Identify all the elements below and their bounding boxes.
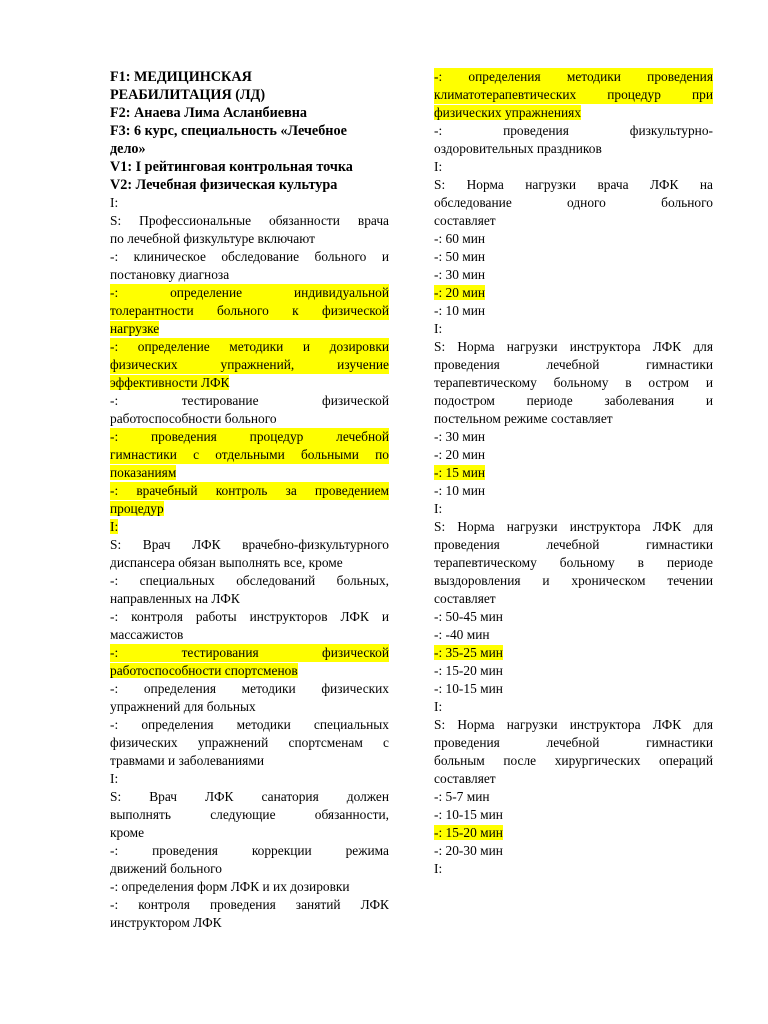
answer-option-correct: физических упражнениях <box>434 105 582 120</box>
answer-option: работоспособности больного <box>110 411 277 426</box>
answer-option: -: 10-15 мин <box>434 807 503 822</box>
answer-option: направленных на ЛФК <box>110 591 240 606</box>
answer-option: -: 10 мин <box>434 483 486 498</box>
answer-option: -: 10 мин <box>434 303 486 318</box>
answer-option: -: проведения физкультурно- <box>434 123 713 138</box>
answer-option: -: определения форм ЛФК и их дозировки <box>110 879 350 894</box>
header-f1: РЕАБИЛИТАЦИЯ (ЛД) <box>110 87 266 103</box>
question-text: проведения лечебной гимнастики <box>434 735 713 750</box>
answer-option: -: клиническое обследование больного и <box>110 249 389 264</box>
answer-option-correct: -: 15-20 мин <box>434 825 503 840</box>
answer-option-correct: нагрузке <box>110 321 160 336</box>
answer-option: -: 15-20 мин <box>434 663 503 678</box>
question-text: диспансера обязан выполнять все, кроме <box>110 555 343 570</box>
answer-option: -: тестирование физической <box>110 393 389 408</box>
answer-option: -: контроля работы инструкторов ЛФК и <box>110 609 389 624</box>
question-marker: I: <box>434 501 443 516</box>
right-column <box>434 68 713 878</box>
answer-option-correct: физических упражнений, изучение <box>110 357 389 372</box>
header-f3: F3: 6 курс, специальность «Лечебное <box>110 123 347 139</box>
question-text: постельном режиме составляет <box>434 411 613 426</box>
question-text: обследование одного больного <box>434 195 713 210</box>
question-text: выполнять следующие обязанности, <box>110 807 389 822</box>
answer-option-correct: -: определения методики проведения <box>434 69 713 84</box>
question-marker: I: <box>434 159 443 174</box>
answer-option: -: определения методики физических <box>110 681 389 696</box>
question-text: составляет <box>434 591 496 606</box>
question-text: S: Врач ЛФК санатория должен <box>110 789 389 804</box>
answer-option: -: 30 мин <box>434 267 486 282</box>
answer-option: оздоровительных праздников <box>434 141 602 156</box>
question-text: S: Норма нагрузки инструктора ЛФК для <box>434 717 713 732</box>
answer-option-correct: работоспособности спортсменов <box>110 663 298 678</box>
question-text: S: Врач ЛФК врачебно-физкультурного <box>110 537 389 552</box>
answer-option-correct: эффективности ЛФК <box>110 375 230 390</box>
question-marker: I: <box>434 861 443 876</box>
left-column <box>110 68 389 932</box>
answer-option: -: -40 мин <box>434 627 490 642</box>
answer-option: -: 50-45 мин <box>434 609 503 624</box>
answer-option: -: 60 мин <box>434 231 486 246</box>
question-text: S: Профессиональные обязанности врача <box>110 213 389 228</box>
question-marker: I: <box>434 321 443 336</box>
answer-option-correct: -: 20 мин <box>434 285 486 300</box>
question-text: подостром периоде заболевания и <box>434 393 713 408</box>
question-text: выздоровления и хроническом течении <box>434 573 713 588</box>
question-text: проведения лечебной гимнастики <box>434 537 713 552</box>
question-text: S: Норма нагрузки инструктора ЛФК для <box>434 519 713 534</box>
answer-option-correct: -: 15 мин <box>434 465 486 480</box>
question-text: кроме <box>110 825 145 840</box>
question-text: составляет <box>434 771 496 786</box>
answer-option: постановку диагноза <box>110 267 230 282</box>
answer-option-correct: -: проведения процедур лечебной <box>110 429 389 444</box>
answer-option: -: специальных обследований больных, <box>110 573 389 588</box>
question-text: S: Норма нагрузки инструктора ЛФК для <box>434 339 713 354</box>
header-f2: F2: Анаева Лима Асланбиевна <box>110 105 308 121</box>
answer-option-correct: -: определение методики и дозировки <box>110 339 389 354</box>
answer-option: массажистов <box>110 627 184 642</box>
answer-option-correct: процедур <box>110 501 164 516</box>
answer-option-correct: -: 35-25 мин <box>434 645 503 660</box>
answer-option-correct: показаниям <box>110 465 177 480</box>
answer-option: -: 20-30 мин <box>434 843 503 858</box>
question-text: больным после хирургических операций <box>434 753 713 768</box>
header-f1: F1: МЕДИЦИНСКАЯ <box>110 69 252 85</box>
answer-option: -: определения методики специальных <box>110 717 389 732</box>
question-marker: I: <box>110 519 119 534</box>
question-text: терапевтическому больному в остром и <box>434 375 713 390</box>
answer-option: инструктором ЛФК <box>110 915 222 930</box>
answer-option-correct: -: врачебный контроль за проведением <box>110 483 389 498</box>
answer-option: физических упражнений спортсменам с <box>110 735 389 750</box>
question-marker: I: <box>110 195 119 210</box>
question-marker: I: <box>434 699 443 714</box>
answer-option-correct: толерантности больного к физической <box>110 303 389 318</box>
answer-option-correct: климатотерапевтических процедур при <box>434 87 713 102</box>
answer-option: -: 5-7 мин <box>434 789 490 804</box>
question-text: терапевтическому больному в периоде <box>434 555 713 570</box>
question-text: S: Норма нагрузки врача ЛФК на <box>434 177 713 192</box>
answer-option: -: 20 мин <box>434 447 486 462</box>
answer-option-correct: -: определение индивидуальной <box>110 285 389 300</box>
question-text: по лечебной физкультуре включают <box>110 231 315 246</box>
answer-option: -: проведения коррекции режима <box>110 843 389 858</box>
answer-option: -: контроля проведения занятий ЛФК <box>110 897 389 912</box>
question-text: составляет <box>434 213 496 228</box>
answer-option: -: 10-15 мин <box>434 681 503 696</box>
header-f3: дело» <box>110 141 146 157</box>
question-marker: I: <box>110 771 119 786</box>
header-v1: V1: I рейтинговая контрольная точка <box>110 159 353 175</box>
answer-option-correct: гимнастики с отдельными больными по <box>110 447 389 462</box>
header-v2: V2: Лечебная физическая культура <box>110 177 338 193</box>
answer-option: травмами и заболеваниями <box>110 753 264 768</box>
answer-option: движений больного <box>110 861 223 876</box>
answer-option: упражнений для больных <box>110 699 256 714</box>
answer-option: -: 50 мин <box>434 249 486 264</box>
answer-option: -: 30 мин <box>434 429 486 444</box>
question-text: проведения лечебной гимнастики <box>434 357 713 372</box>
answer-option-correct: -: тестирования физической <box>110 645 389 660</box>
